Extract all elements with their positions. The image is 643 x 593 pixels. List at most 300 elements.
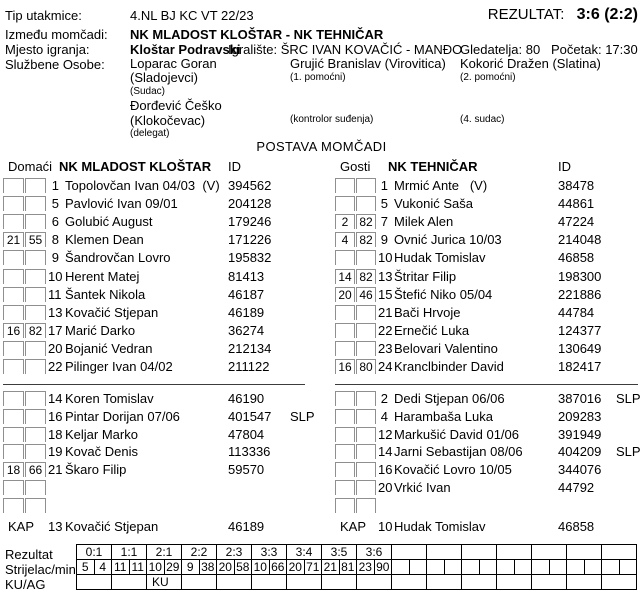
sub-minute-box <box>25 427 46 442</box>
home-substitutes-list <box>3 384 315 514</box>
player-number: 21 <box>48 462 63 478</box>
sub-out-box <box>3 480 24 495</box>
player-row <box>3 249 305 267</box>
player-name: Štritar Filip <box>394 268 457 284</box>
player-name: Herent Matej <box>65 268 140 284</box>
player-number: 23 <box>378 341 393 357</box>
scorer-cell: 10 <box>252 560 270 575</box>
player-id: 46190 <box>228 391 265 407</box>
scorer-cell <box>462 560 480 575</box>
captain-name: Hudak Tomislav <box>394 518 486 534</box>
scorer-cell: 11 <box>112 560 130 575</box>
result-cell: 2:2 <box>182 545 217 560</box>
controller-role: (kontrolor suđenja) <box>290 114 374 125</box>
away-substitutes-list <box>335 384 641 514</box>
sub-minute-box <box>25 341 46 356</box>
page-title: POSTAVA MOMČADI <box>256 139 387 154</box>
sub-minute-box <box>25 269 46 284</box>
sub-out-box: 16 <box>335 359 355 374</box>
captain-row <box>335 518 638 535</box>
attendance: Gledatelja: 80 <box>460 42 541 57</box>
player-id: 36274 <box>228 323 265 339</box>
scoreboard-result-label: Rezultat <box>5 547 53 562</box>
captain-id: 46858 <box>558 518 595 534</box>
result-cell: 3:3 <box>252 545 287 560</box>
player-row <box>3 303 305 321</box>
sub-minute-box: 82 <box>356 214 376 229</box>
player-row <box>335 408 638 426</box>
sub-out-box <box>3 196 24 211</box>
venue-city: Kloštar Podravski <box>130 42 241 57</box>
player-name: Pilinger Ivan 04/02 <box>65 359 173 375</box>
scorer-cell <box>567 560 585 575</box>
player-row <box>3 496 305 514</box>
sub-minute-box <box>25 287 46 302</box>
sub-out-box <box>335 462 355 477</box>
player-number: 18 <box>48 426 63 442</box>
player-row <box>335 425 638 443</box>
delegate-name: Đorđević Češko <box>130 98 222 113</box>
player-id: 124377 <box>558 323 602 339</box>
sub-out-box <box>335 427 355 442</box>
sub-out-box: 21 <box>3 232 24 247</box>
player-name: Klemen Dean <box>65 232 144 248</box>
sub-out-box <box>335 178 355 193</box>
player-id: 44784 <box>558 304 595 320</box>
result-cell: 0:1 <box>77 545 112 560</box>
player-number: 9 <box>51 250 59 266</box>
player-name: Dedi Stjepan 06/06 <box>394 391 505 407</box>
minute-cell: 38 <box>199 560 217 575</box>
player-number: 6 <box>51 213 59 229</box>
player-number: 8 <box>51 232 59 248</box>
player-row <box>3 340 305 358</box>
minute-cell <box>479 560 497 575</box>
sub-minute-box <box>356 498 376 513</box>
player-name: Belovari Valentino <box>394 341 498 357</box>
sub-out-box: 14 <box>335 269 355 284</box>
sub-out-box <box>3 359 24 374</box>
sub-out-box: 16 <box>3 323 24 338</box>
player-name: Pintar Dorijan 07/06 <box>65 409 180 425</box>
player-id: 171226 <box>228 232 272 248</box>
sub-minute-box <box>25 498 46 513</box>
ku-ag-cell <box>287 575 322 590</box>
assistant2-role: (2. pomoćni) <box>460 72 516 83</box>
sub-out-box: 18 <box>3 462 24 477</box>
player-row <box>335 390 641 408</box>
score-timeline-table <box>76 544 637 590</box>
player-name: Hudak Tomislav <box>394 250 486 266</box>
player-row <box>335 176 638 194</box>
player-row <box>3 285 305 303</box>
result-cell: 3:5 <box>322 545 357 560</box>
player-id: 404209 <box>558 444 602 460</box>
player-number: 17 <box>48 323 63 339</box>
player-number: 20 <box>378 479 393 495</box>
sub-out-box <box>335 305 355 320</box>
player-number: 16 <box>48 409 63 425</box>
player-name: Štefić Niko 05/04 <box>394 286 493 302</box>
scorer-cell: 21 <box>322 560 340 575</box>
player-id: 182417 <box>558 359 602 375</box>
ku-ag-cell <box>182 575 217 590</box>
result-cell <box>462 545 497 560</box>
sub-minute-box <box>356 391 376 406</box>
kickoff-time: Početak: 17:30 <box>551 42 638 57</box>
away-roster-header <box>335 157 638 176</box>
player-id: 344076 <box>558 462 602 478</box>
player-row <box>335 303 638 321</box>
player-row <box>335 212 638 230</box>
player-row <box>3 461 305 479</box>
delegate-role: (delegat) <box>130 128 170 139</box>
player-row <box>3 176 305 194</box>
player-number: 22 <box>48 359 63 375</box>
sub-out-box: 2 <box>335 214 355 229</box>
scorer-cell <box>532 560 550 575</box>
player-name: Kovačić Lovro 10/05 <box>394 462 512 478</box>
player-id: 179246 <box>228 213 272 229</box>
official-col-assistant1 <box>290 57 458 126</box>
player-id: 209283 <box>558 409 602 425</box>
sub-out-box <box>335 391 355 406</box>
player-name: Mrmić Ante (V) <box>394 177 488 193</box>
sub-out-box <box>3 250 24 265</box>
sub-minute-box <box>25 178 46 193</box>
player-name: Vukonić Saša <box>394 195 474 211</box>
scorer-cell: 23 <box>357 560 375 575</box>
ku-ag-cell <box>497 575 532 590</box>
player-name: Keljar Marko <box>65 426 138 442</box>
player-row <box>335 267 638 285</box>
player-id: 401547 <box>228 409 272 425</box>
player-number: 14 <box>378 444 393 460</box>
sub-out-box <box>335 444 355 459</box>
player-number: 5 <box>380 195 388 211</box>
player-number: 24 <box>378 359 393 375</box>
player-name: Vrkić Ivan <box>394 479 451 495</box>
scorer-cell: 9 <box>182 560 200 575</box>
player-row <box>335 340 638 358</box>
player-name: Koren Tomislav <box>65 391 154 407</box>
sub-out-box <box>3 391 24 406</box>
player-number: 11 <box>48 286 62 302</box>
player-id: 130649 <box>558 341 602 357</box>
player-id: 46858 <box>558 250 595 266</box>
player-number: 22 <box>378 323 393 339</box>
scorer-cell <box>427 560 445 575</box>
home-id-column-label: ID <box>228 159 241 174</box>
fourth-official-role: (4. sudac) <box>460 114 505 125</box>
sub-minute-box <box>356 480 376 495</box>
result-cell <box>602 545 637 560</box>
officials-label: Službene Osobe: <box>5 57 105 72</box>
sub-minute-box <box>25 444 46 459</box>
player-id: 113336 <box>228 444 271 460</box>
ku-ag-cell <box>112 575 147 590</box>
sub-minute-box <box>356 323 376 338</box>
sub-out-box <box>335 498 355 513</box>
player-id: 46189 <box>228 304 265 320</box>
sub-minute-box <box>25 305 46 320</box>
referee-role: (Sudac) <box>130 86 166 97</box>
player-row <box>335 479 638 497</box>
minute-cell <box>549 560 567 575</box>
player-name: Jarni Sebastijan 08/06 <box>394 444 523 460</box>
player-number: 12 <box>378 426 393 442</box>
away-side-label: Gosti <box>340 159 371 174</box>
player-number: 14 <box>48 391 63 407</box>
sub-out-box <box>3 341 24 356</box>
player-name: Golubić August <box>65 213 153 229</box>
venue-label: Mjesto igranja: <box>5 42 90 57</box>
result-cell <box>497 545 532 560</box>
player-id: 46187 <box>228 286 265 302</box>
sub-minute-box: 66 <box>25 462 46 477</box>
player-row <box>3 322 305 340</box>
sub-out-box <box>3 214 24 229</box>
teams-label: Između momčadi: <box>5 27 108 42</box>
player-row <box>3 231 305 249</box>
player-name: Ovnić Jurica 10/03 <box>394 232 502 248</box>
minute-cell: 58 <box>234 560 252 575</box>
player-number: 2 <box>380 391 388 407</box>
player-slp-flag: SLP <box>290 409 315 425</box>
player-row <box>335 443 641 461</box>
match-type-value: 4.NL BJ KC VT 22/23 <box>130 8 254 23</box>
player-name: Pavlović Ivan 09/01 <box>65 195 178 211</box>
sub-minute-box <box>25 250 46 265</box>
player-id: 214048 <box>558 232 602 248</box>
player-name: Topolovčan Ivan 04/03 (V) <box>65 177 220 193</box>
player-row <box>3 408 315 426</box>
player-name: Harambaša Luka <box>394 409 493 425</box>
player-name: Kranclbinder David <box>394 359 504 375</box>
sub-minute-box <box>25 391 46 406</box>
sub-minute-box: 82 <box>356 232 376 247</box>
assistant2-name: Kokorić Dražen (Slatina) <box>460 56 601 71</box>
player-slp-flag: SLP <box>616 391 641 407</box>
captain-name: Kovačić Stjepan <box>65 518 159 534</box>
sub-minute-box: 55 <box>25 232 46 247</box>
sub-minute-box <box>356 250 376 265</box>
sub-out-box <box>3 498 24 513</box>
scorer-cell <box>602 560 620 575</box>
sub-out-box <box>3 444 24 459</box>
sub-minute-box <box>356 409 376 424</box>
player-row <box>3 267 305 285</box>
player-row <box>335 358 638 376</box>
scoreboard-scorer-label: Strijelac/min <box>5 562 76 577</box>
result-cell: 3:6 <box>357 545 392 560</box>
sub-minute-box <box>356 178 376 193</box>
result-cell <box>567 545 602 560</box>
away-roster <box>335 157 641 535</box>
player-row <box>3 425 305 443</box>
sub-minute-box <box>356 427 376 442</box>
sub-minute-box <box>25 214 46 229</box>
player-name: Bači Hrvoje <box>394 304 461 320</box>
sub-out-box: 4 <box>335 232 355 247</box>
player-number: 1 <box>51 177 59 193</box>
home-starters-list <box>3 176 305 376</box>
minute-cell: 66 <box>269 560 287 575</box>
scorer-cell: 20 <box>217 560 235 575</box>
player-id: 211122 <box>228 359 270 375</box>
player-name: Šantek Nikola <box>65 286 146 302</box>
minute-cell: 90 <box>374 560 392 575</box>
player-number: 4 <box>380 409 388 425</box>
ku-ag-cell <box>427 575 462 590</box>
scorer-cell <box>497 560 515 575</box>
player-id: 195832 <box>228 250 272 266</box>
sub-out-box <box>335 480 355 495</box>
official-col-referee <box>130 56 288 139</box>
captain-row <box>3 518 305 535</box>
player-id: 221886 <box>558 286 602 302</box>
result-cell <box>427 545 462 560</box>
player-number: 15 <box>378 286 393 302</box>
player-id: 44861 <box>558 195 595 211</box>
venue-ground: Igralište: ŠRC IVAN KOVAČIĆ - MANĐO <box>228 42 463 57</box>
player-number: 9 <box>380 232 388 248</box>
result-label: REZULTAT: <box>487 6 565 23</box>
sub-minute-box: 80 <box>356 359 376 374</box>
player-id: 44792 <box>558 479 595 495</box>
sub-out-box <box>335 341 355 356</box>
player-id: 204128 <box>228 195 272 211</box>
player-number: 7 <box>380 213 388 229</box>
captain-label: KAP <box>340 518 367 534</box>
player-name: Markušić David 01/06 <box>394 426 519 442</box>
player-number: 5 <box>51 195 59 211</box>
ku-ag-cell: KU <box>147 575 182 590</box>
sub-out-box <box>3 269 24 284</box>
player-row <box>335 285 638 303</box>
sub-out-box <box>3 178 24 193</box>
sub-minute-box <box>25 409 46 424</box>
match-type-label: Tip utakmice: <box>5 8 82 23</box>
ku-ag-cell <box>532 575 567 590</box>
sub-out-box <box>3 427 24 442</box>
scorer-cell: 20 <box>287 560 305 575</box>
player-slp-flag: SLP <box>616 444 641 460</box>
home-roster-header <box>3 157 305 176</box>
ku-ag-cell <box>462 575 497 590</box>
ku-ag-cell <box>217 575 252 590</box>
minute-cell: 4 <box>94 560 112 575</box>
player-row <box>335 496 638 514</box>
sub-minute-box: 46 <box>356 287 376 302</box>
sub-out-box <box>3 287 24 302</box>
result-value: 3:6 (2:2) <box>576 6 638 23</box>
scoreboard-kuag-label: KU/AG <box>5 577 46 592</box>
assistant1-role: (1. pomoćni) <box>290 72 346 83</box>
captain-number: 10 <box>378 518 393 534</box>
result-cell: 2:3 <box>217 545 252 560</box>
player-id: 198300 <box>558 268 602 284</box>
player-id: 394562 <box>228 177 272 193</box>
minute-cell <box>514 560 532 575</box>
player-name: Milek Alen <box>394 213 454 229</box>
player-name: Kovač Denis <box>65 444 138 460</box>
player-number: 16 <box>378 462 393 478</box>
player-number: 21 <box>378 304 393 320</box>
player-id: 81413 <box>228 268 265 284</box>
player-id: 59570 <box>228 462 265 478</box>
minute-cell: 11 <box>129 560 147 575</box>
sub-out-box <box>3 409 24 424</box>
sub-out-box <box>335 409 355 424</box>
player-id: 47224 <box>558 213 595 229</box>
player-row <box>335 461 638 479</box>
player-name: Marić Darko <box>65 323 136 339</box>
away-starters-list <box>335 176 638 376</box>
official-col-assistant2 <box>460 57 635 126</box>
sub-minute-box: 82 <box>356 269 376 284</box>
away-team-name: NK TEHNIČAR <box>388 159 478 174</box>
sub-minute-box: 82 <box>25 323 46 338</box>
sub-out-box <box>335 323 355 338</box>
scorer-cell: 5 <box>77 560 95 575</box>
scorer-cell: 10 <box>147 560 165 575</box>
result-cell: 1:1 <box>112 545 147 560</box>
player-id: 391949 <box>558 426 602 442</box>
result-block <box>488 6 638 24</box>
player-id: 387016 <box>558 391 602 407</box>
ku-ag-cell <box>322 575 357 590</box>
player-row <box>3 390 305 408</box>
player-row <box>3 194 305 212</box>
home-team-name: NK MLADOST KLOŠTAR <box>59 159 212 174</box>
away-captain-row-wrap <box>335 518 638 535</box>
home-side-label: Domaći <box>8 159 53 174</box>
player-name: Ernečić Luka <box>394 323 470 339</box>
sub-minute-box <box>356 341 376 356</box>
captain-id: 46189 <box>228 518 265 534</box>
sub-minute-box <box>25 196 46 211</box>
sub-out-box <box>335 250 355 265</box>
captain-label: KAP <box>8 518 35 534</box>
player-number: 19 <box>48 444 63 460</box>
sub-minute-box <box>25 480 46 495</box>
player-name: Kovačić Stjepan <box>65 304 159 320</box>
player-id: 38478 <box>558 177 595 193</box>
away-id-column-label: ID <box>558 159 571 174</box>
player-name: Bojanić Vedran <box>65 341 153 357</box>
player-number: 20 <box>48 341 63 357</box>
player-row <box>3 212 305 230</box>
sub-out-box <box>3 305 24 320</box>
minute-cell <box>409 560 427 575</box>
sub-minute-box <box>356 462 376 477</box>
player-row <box>335 322 638 340</box>
minute-cell: 29 <box>164 560 182 575</box>
player-number: 1 <box>380 177 388 193</box>
scorer-cell <box>392 560 410 575</box>
sub-minute-box <box>25 359 46 374</box>
player-number: 10 <box>378 250 393 266</box>
sub-out-box: 20 <box>335 287 355 302</box>
player-row <box>3 358 305 376</box>
result-cell <box>532 545 567 560</box>
player-number: 13 <box>378 268 393 284</box>
player-row <box>3 479 305 497</box>
captain-number: 13 <box>48 518 63 534</box>
teams-value: NK MLADOST KLOŠTAR - NK TEHNIČAR <box>130 27 384 42</box>
assistant1-name: Grujić Branislav (Virovitica) <box>290 56 446 71</box>
